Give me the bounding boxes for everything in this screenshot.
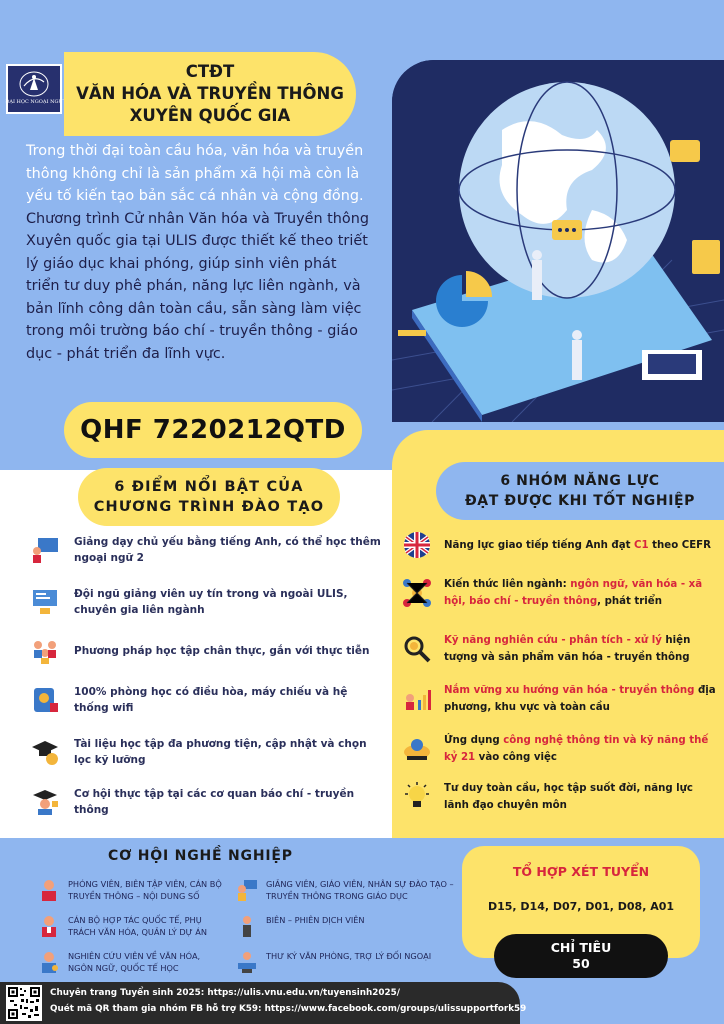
highlighted-text: công nghệ thông tin và kỹ năng thế kỷ 21	[444, 735, 709, 763]
highlight-text: Cơ hội thực tập tại các cơ quan báo chí - truyền thông	[74, 788, 355, 816]
intro-part-1: Trong thời đại toàn cầu hóa, văn hóa và truyền thông không chỉ là sản phẩm xã hội mà còn là yếu tố kiến tạo bản sắc cá nhân và cộng đồng.	[26, 143, 364, 204]
title-line-3: XUYÊN QUỐC GIA	[129, 106, 291, 125]
career-text: THƯ KÝ VĂN PHÒNG, TRỢ LÝ ĐỐI NGOẠI	[266, 951, 432, 961]
admission-heading: TỔ HỢP XÉT TUYỂN	[512, 864, 650, 879]
competencies-heading-line-1: 6 NHÓM NĂNG LỰC	[500, 473, 660, 489]
trend-icon	[402, 684, 432, 714]
hero-illustration	[392, 60, 724, 422]
competency-item	[402, 632, 720, 666]
quota-value: 50	[572, 956, 590, 971]
highlight-text: 100% phòng học có điều hòa, máy chiếu và hệ thống wifi	[74, 686, 348, 714]
competency-text	[444, 576, 720, 610]
officer-icon	[38, 914, 60, 938]
competency-item	[402, 732, 720, 766]
ulis-logo	[6, 64, 62, 114]
career-text: GIẢNG VIÊN, GIÁO VIÊN, NHÂN SỰ ĐÀO TẠO – TRUYỀN THÔNG TRONG GIÁO DỤC	[266, 879, 454, 901]
secretary-icon	[236, 950, 258, 974]
highlights-heading-line-1: 6 ĐIỂM NỔI BẬT CỦA	[114, 479, 304, 495]
tech-icon	[402, 734, 432, 764]
text-segment: theo CEFR	[648, 539, 711, 551]
globe-illustration	[392, 60, 724, 422]
highlights-heading-line-2: CHƯƠNG TRÌNH ĐÀO TẠO	[93, 499, 325, 515]
text-segment: , phát triển	[597, 596, 662, 607]
presentation-icon	[30, 587, 60, 617]
quota-badge	[494, 934, 668, 978]
competency-item	[402, 576, 720, 610]
highlight-item	[30, 736, 382, 768]
text-segment: Năng lực giao tiếp tiếng Anh đạt	[444, 539, 635, 551]
career-text: NGHIÊN CỨU VIÊN VỀ VĂN HÓA, NGÔN NGỮ, QUỐC TẾ HỌC	[68, 951, 201, 973]
ulis-emblem-icon	[18, 70, 50, 98]
program-code: QHF 7220212QTD	[64, 402, 362, 458]
competency-item	[402, 530, 720, 560]
highlight-item	[30, 534, 382, 566]
competency-text	[444, 632, 720, 666]
career-text: CÁN BỘ HỢP TÁC QUỐC TẾ, PHỤ TRÁCH VĂN HÓA, QUẢN LÝ DỰ ÁN	[68, 915, 207, 937]
competency-text	[444, 732, 720, 766]
intro-paragraph	[26, 140, 372, 365]
title-line-1: CTĐT	[185, 62, 235, 81]
research-icon	[402, 634, 432, 664]
competencies-heading-line-2: ĐẠT ĐƯỢC KHI TỐT NGHIỆP	[464, 493, 696, 509]
competency-item	[402, 682, 720, 716]
intro-part-2: Chương trình Cử nhân Văn hóa và Truyền thông Xuyên quốc gia tại ULIS được thiết kế theo triết lý giáo dục khai phóng, giúp sinh viên phát triển tư duy phê phán, năng lực liên ngành, và bản lĩnh công dân toàn cầu, sẵn sàng làm việc trong môi trường báo chí - truyền thông - giáo dục - phát triển đa lĩnh vực.	[26, 210, 369, 362]
career-item	[38, 914, 224, 938]
highlighted-text: Kỹ năng nghiên cứu - phân tích - xử lý	[444, 635, 662, 646]
internship-icon	[30, 787, 60, 817]
career-text: BIÊN – PHIÊN DỊCH VIÊN	[266, 915, 365, 925]
highlight-item	[30, 586, 382, 618]
highlight-text: Tài liệu học tập đa phương tiện, cập nhật và chọn lọc kỹ lưỡng	[74, 738, 367, 766]
competencies-heading	[436, 462, 724, 520]
highlighted-text: ngôn ngữ, văn hóa - xã hội, báo chí - truyền thông	[444, 579, 703, 607]
reporter-icon	[38, 878, 60, 902]
highlight-item	[30, 684, 382, 716]
admission-combos: D15, D14, D07, D01, D08, A01	[487, 900, 675, 913]
lecturer-icon	[236, 878, 258, 902]
text-segment: Ứng dụng	[444, 735, 504, 746]
highlight-item	[30, 786, 382, 818]
text-segment: vào công việc	[475, 752, 557, 763]
interpreter-icon	[236, 914, 258, 938]
classroom-icon	[30, 685, 60, 715]
career-text: PHÓNG VIÊN, BIÊN TẬP VIÊN, CÁN BỘ TRUYỀN THÔNG – NỘI DUNG SỐ	[68, 879, 222, 901]
qr-code-icon[interactable]	[6, 985, 42, 1021]
graduation-icon	[30, 737, 60, 767]
program-title	[64, 52, 356, 136]
logo-caption: ĐẠI HỌC NGOẠI NGỮ	[5, 99, 63, 105]
careers-heading: CƠ HỘI NGHỀ NGHIỆP	[108, 848, 293, 864]
title-line-2: VĂN HÓA VÀ TRUYỀN THÔNG	[76, 84, 344, 103]
career-item	[236, 878, 462, 902]
text-segment: địa phương, khu vực và toàn cầu	[444, 685, 716, 713]
competency-text	[444, 537, 711, 554]
footer-facebook[interactable]: Quét mã QR tham gia nhóm FB hỗ trợ K59: https://www.facebook.com/groups/ulissupportfork59	[50, 1004, 527, 1014]
highlight-text: Giảng dạy chủ yếu bằng tiếng Anh, có thể học thêm ngoại ngữ 2	[74, 536, 381, 564]
quota-label: CHỈ TIÊU	[550, 940, 612, 955]
career-item	[236, 914, 462, 938]
text-segment: Tư duy toàn cầu, học tập suốt đời, năng lực lãnh đạo chuyên môn	[444, 783, 693, 811]
text-segment: hiện tượng và sản phẩm văn hóa - truyền thông	[444, 635, 691, 663]
footer-website[interactable]: Chuyên trang Tuyển sinh 2025: https://ulis.vnu.edu.vn/tuyensinh2025/	[50, 988, 400, 998]
competency-text	[444, 682, 720, 716]
teacher-board-icon	[30, 535, 60, 565]
researcher-icon	[38, 950, 60, 974]
highlights-heading	[78, 468, 340, 526]
highlighted-text: Nắm vững xu hướng văn hóa - truyền thông	[444, 685, 695, 696]
highlight-text: Đội ngũ giảng viên uy tín trong và ngoài ULIS, chuyên gia liên ngành	[74, 588, 348, 616]
highlighted-text: C1	[634, 539, 649, 551]
lightbulb-icon	[402, 782, 432, 812]
highlight-item	[30, 636, 382, 666]
highlight-text: Phương pháp học tập chân thực, gắn với thực tiễn	[74, 645, 370, 657]
competency-item	[402, 780, 720, 814]
career-item	[38, 950, 224, 974]
network-icon	[402, 578, 432, 608]
uk-flag-icon	[402, 530, 432, 560]
competency-text	[444, 780, 720, 814]
group-icon	[30, 636, 60, 666]
career-item	[236, 950, 462, 974]
career-item	[38, 878, 224, 902]
text-segment: Kiến thức liên ngành:	[444, 579, 571, 590]
